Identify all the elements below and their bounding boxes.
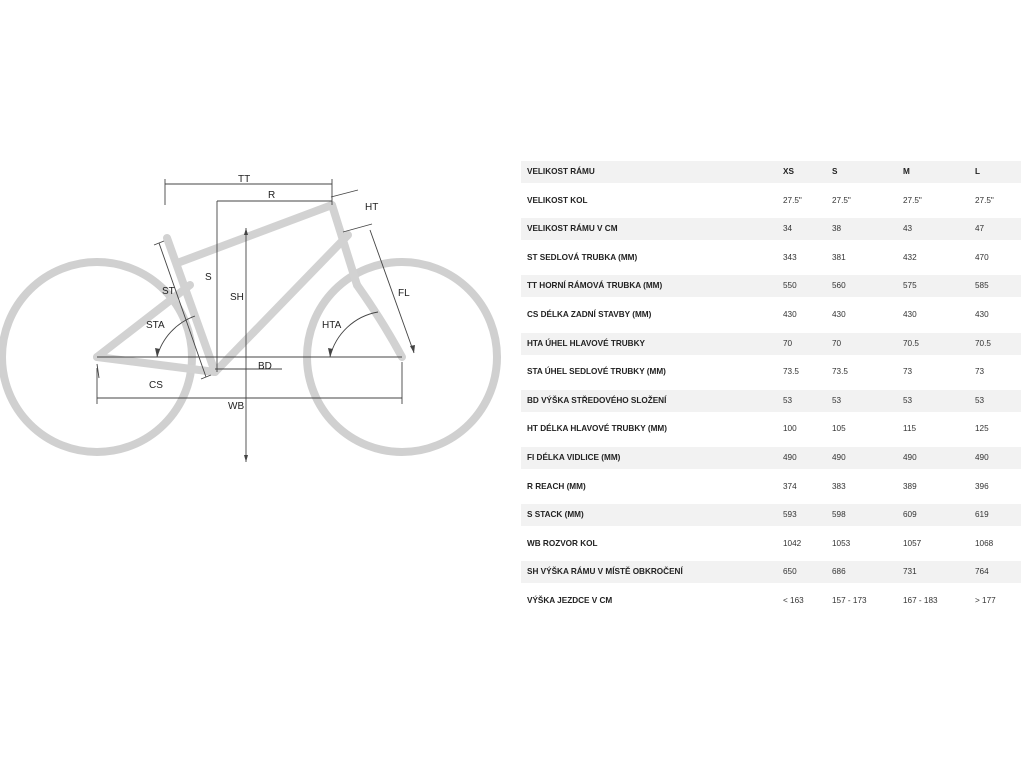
row-value: 470 xyxy=(975,252,989,262)
row-value: 374 xyxy=(783,481,797,491)
label-tt: TT xyxy=(238,174,251,185)
row-value: 1057 xyxy=(903,538,922,548)
table-body xyxy=(521,188,1021,617)
row-value: 125 xyxy=(975,424,989,434)
label-hta: HTA xyxy=(322,320,342,331)
bike-geometry-diagram xyxy=(0,0,510,768)
row-value: 70.5 xyxy=(903,338,919,348)
row-value: 47 xyxy=(975,224,985,234)
row-label: WB ROZVOR KOL xyxy=(527,538,598,548)
row-value: 650 xyxy=(783,567,797,577)
label-ht: HT xyxy=(365,202,379,213)
row-label: VELIKOST KOL xyxy=(527,195,588,205)
row-value: 27.5" xyxy=(783,195,802,205)
row-value: < 163 xyxy=(783,595,804,605)
row-value: 157 - 173 xyxy=(832,595,867,605)
label-s: S xyxy=(205,272,212,283)
label-wb: WB xyxy=(228,401,245,412)
row-value: 53 xyxy=(903,395,913,405)
row-label: TT HORNÍ RÁMOVÁ TRUBKA (MM) xyxy=(527,281,663,291)
row-value: 73.5 xyxy=(832,367,848,377)
label-cs: CS xyxy=(149,380,163,391)
row-value: 70 xyxy=(783,338,793,348)
label-bd: BD xyxy=(258,361,272,372)
geometry-table xyxy=(521,159,1021,617)
row-label: STA ÚHEL SEDLOVÉ TRUBKY (MM) xyxy=(527,367,666,377)
row-value: 53 xyxy=(975,395,985,405)
header-label: VELIKOST RÁMU xyxy=(527,167,595,176)
table-row xyxy=(521,331,1021,360)
row-value: 27.5" xyxy=(903,195,922,205)
header-size-l: L xyxy=(975,167,981,176)
row-value: 619 xyxy=(975,510,989,520)
row-value: 396 xyxy=(975,481,989,491)
row-value: 53 xyxy=(783,395,793,405)
row-value: 430 xyxy=(903,309,917,319)
row-value: 432 xyxy=(903,252,917,262)
header-size-xs: XS xyxy=(783,167,794,176)
label-sta: STA xyxy=(146,320,165,331)
row-value: 53 xyxy=(832,395,842,405)
table-header-row xyxy=(521,159,1021,188)
row-value: 100 xyxy=(783,424,797,434)
row-value: 70.5 xyxy=(975,338,991,348)
row-value: > 177 xyxy=(975,595,996,605)
row-value: 593 xyxy=(783,510,797,520)
row-label: HTA ÚHEL HLAVOVÉ TRUBKY xyxy=(527,338,645,348)
row-value: 731 xyxy=(903,567,917,577)
row-value: 167 - 183 xyxy=(903,595,938,605)
table-row xyxy=(521,531,1021,560)
row-value: 73.5 xyxy=(783,367,799,377)
row-value: 686 xyxy=(832,567,846,577)
row-value: 105 xyxy=(832,424,846,434)
table-row xyxy=(521,474,1021,503)
table-row xyxy=(521,416,1021,445)
row-value: 490 xyxy=(832,452,846,462)
row-value: 38 xyxy=(832,224,842,234)
row-value: 764 xyxy=(975,567,989,577)
label-r: R xyxy=(268,190,276,201)
row-label: VÝŠKA JEZDCE V CM xyxy=(527,595,613,605)
row-label: HT DÉLKA HLAVOVÉ TRUBKY (MM) xyxy=(527,424,667,434)
row-value: 585 xyxy=(975,281,989,291)
row-value: 490 xyxy=(903,452,917,462)
row-value: 27.5" xyxy=(975,195,994,205)
row-value: 343 xyxy=(783,252,797,262)
table-row xyxy=(521,359,1021,388)
row-value: 490 xyxy=(975,452,989,462)
row-value: 598 xyxy=(832,510,846,520)
table-row xyxy=(521,188,1021,217)
row-label: CS DÉLKA ZADNÍ STAVBY (MM) xyxy=(527,309,652,319)
row-value: 430 xyxy=(783,309,797,319)
row-label: VELIKOST RÁMU V CM xyxy=(527,224,618,234)
row-value: 73 xyxy=(903,367,913,377)
row-label: FI DÉLKA VIDLICE (MM) xyxy=(527,452,621,462)
label-fl: FL xyxy=(398,288,410,299)
table-row xyxy=(521,445,1021,474)
row-value: 575 xyxy=(903,281,917,291)
row-value: 34 xyxy=(783,224,793,234)
table-row xyxy=(521,245,1021,274)
row-value: 609 xyxy=(903,510,917,520)
table-row xyxy=(521,302,1021,331)
row-value: 383 xyxy=(832,481,846,491)
row-value: 430 xyxy=(975,309,989,319)
row-value: 560 xyxy=(832,281,846,291)
table-row xyxy=(521,388,1021,417)
row-value: 70 xyxy=(832,338,842,348)
table-row xyxy=(521,559,1021,588)
row-label: S STACK (MM) xyxy=(527,510,584,520)
row-label: ST SEDLOVÁ TRUBKA (MM) xyxy=(527,252,638,262)
row-value: 490 xyxy=(783,452,797,462)
label-sh: SH xyxy=(230,292,244,303)
row-value: 27.5" xyxy=(832,195,851,205)
row-label: BD VÝŠKA STŘEDOVÉHO SLOŽENÍ xyxy=(527,395,667,405)
row-value: 1053 xyxy=(832,538,851,548)
table-row xyxy=(521,502,1021,531)
row-value: 430 xyxy=(832,309,846,319)
row-value: 550 xyxy=(783,281,797,291)
table-row xyxy=(521,588,1021,617)
row-value: 43 xyxy=(903,224,913,234)
header-size-m: M xyxy=(903,167,910,176)
row-value: 1042 xyxy=(783,538,802,548)
table-row xyxy=(521,216,1021,245)
row-label: R REACH (MM) xyxy=(527,481,586,491)
row-label: SH VÝŠKA RÁMU V MÍSTĚ OBKROČENÍ xyxy=(527,567,683,577)
row-value: 73 xyxy=(975,367,985,377)
row-value: 115 xyxy=(903,424,917,434)
table-row xyxy=(521,273,1021,302)
row-value: 381 xyxy=(832,252,846,262)
row-value: 389 xyxy=(903,481,917,491)
label-st: ST xyxy=(162,286,175,297)
row-value: 1068 xyxy=(975,538,994,548)
bike-frame xyxy=(97,205,402,372)
header-size-s: S xyxy=(832,167,838,176)
